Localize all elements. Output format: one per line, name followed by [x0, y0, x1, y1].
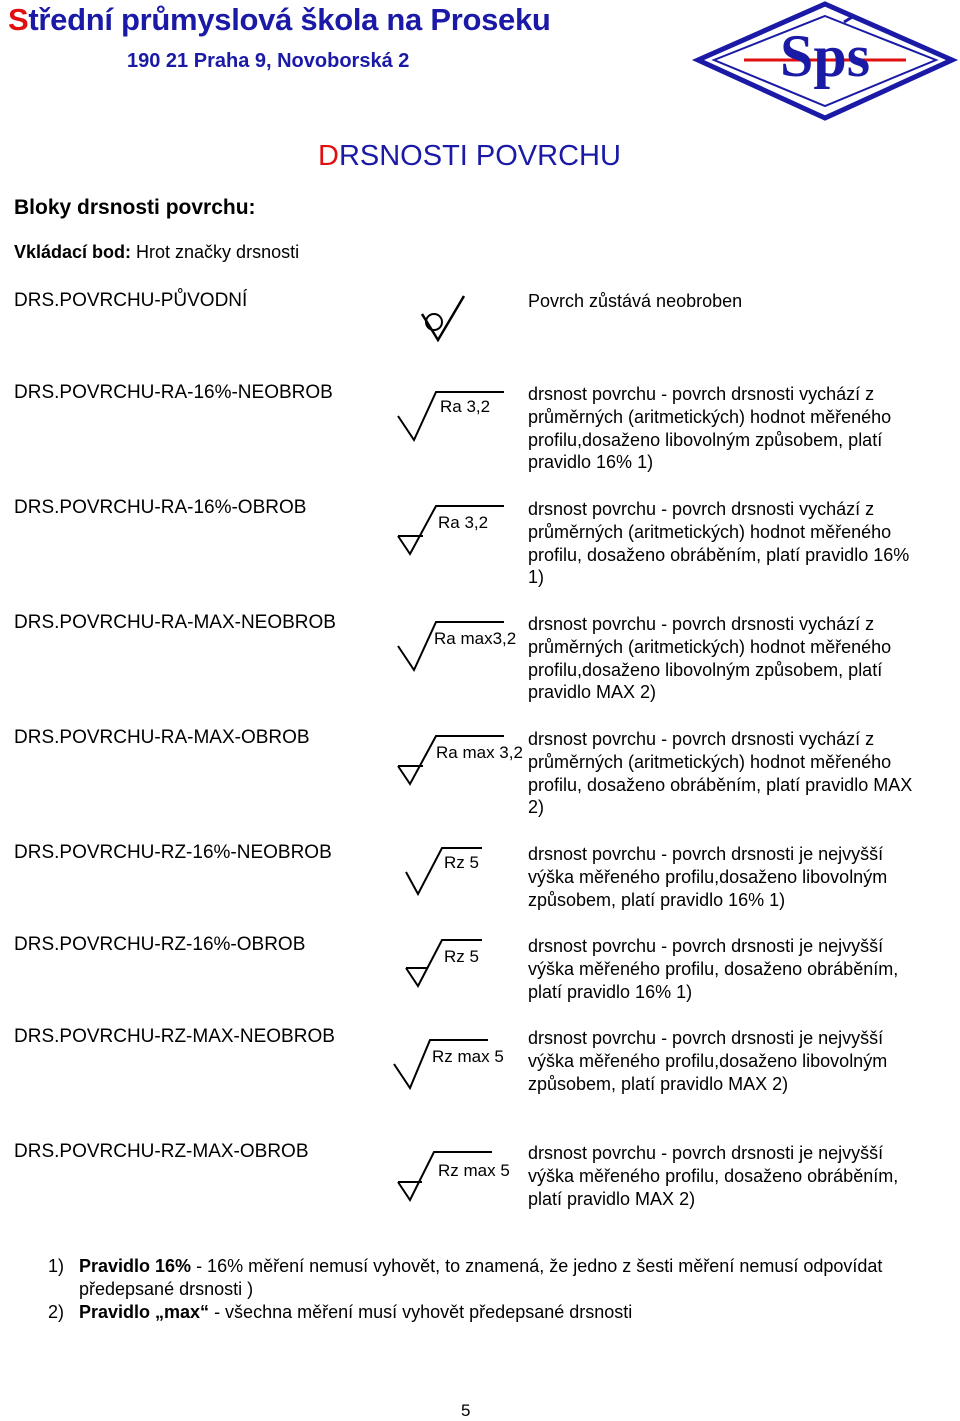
footnote-text: [79, 1301, 632, 1324]
roughness-value: Rz 5: [444, 853, 479, 872]
block-name: DRS.POVRCHU-RA-16%-OBROB: [14, 497, 307, 518]
document-title-initial: D: [318, 140, 339, 172]
roughness-symbol-open: [392, 1036, 504, 1092]
document-title-rest: RSNOSTI POVRCHU: [338, 140, 621, 172]
school-name-initial: S: [8, 2, 29, 37]
block-description: drsnost povrchu - povrch drsnosti vychází z průměrných (aritmetických) hodnot měřeného profilu, dosaženo obráběním, platí pravidlo 16% 1): [528, 499, 910, 588]
block-description: drsnost povrchu - povrch drsnosti je nejvyšší výška měřeného profilu, dosaženo obráběním, platí pravidlo MAX 2): [528, 1143, 899, 1209]
roughness-value: Ra max3,2: [434, 629, 517, 648]
roughness-value: Ra 3,2: [438, 513, 489, 532]
footnote-rule-name: Pravidlo 16%: [79, 1256, 192, 1276]
block-description: drsnost povrchu - povrch drsnosti vychází z průměrných (aritmetických) hodnot měřeného profilu,dosaženo libovolným způsobem, platí pravidlo 16% 1): [528, 384, 892, 473]
school-name-rest: třední průmyslová škola na Proseku: [28, 2, 551, 37]
block-name: DRS.POVRCHU-PŮVODNÍ: [14, 290, 248, 311]
roughness-symbol-machined: [396, 502, 506, 558]
roughness-value: Ra 3,2: [440, 397, 491, 416]
footnote-rule-text: - všechna měření musí vyhovět předepsané drsnosti: [209, 1302, 633, 1322]
sps-logo: [694, 2, 956, 120]
footnote-rule-name: Pravidlo „max“: [79, 1302, 210, 1322]
roughness-symbol-open: [396, 618, 517, 674]
footnote-number: 2): [48, 1302, 65, 1322]
block-description: drsnost povrchu - povrch drsnosti je nejvyšší výška měřeného profilu,dosaženo libovolným způsobem, platí pravidlo 16% 1): [528, 844, 888, 910]
footnote-item: [48, 1301, 928, 1324]
roughness-symbol-machined: [396, 1148, 510, 1204]
roughness-value: Ra max 3,2: [436, 743, 523, 762]
block-description: drsnost povrchu - povrch drsnosti vychází z průměrných (aritmetických) hodnot měřeného profilu,dosaženo libovolným způsobem, platí pravidlo MAX 2): [528, 614, 892, 703]
block-name: DRS.POVRCHU-RA-16%-NEOBROB: [14, 382, 333, 403]
footnote-item: [48, 1255, 928, 1301]
surface-unmachined-symbol: [420, 294, 470, 346]
block-name: DRS.POVRCHU-RZ-MAX-OBROB: [14, 1141, 309, 1162]
block-description: drsnost povrchu - povrch drsnosti vychází z průměrných (aritmetických) hodnot měřeného profilu, dosaženo obráběním, platí pravidlo MAX 2): [528, 729, 913, 818]
block-description: Povrch zůstává neobroben: [528, 291, 743, 311]
roughness-symbol-machined: [404, 936, 484, 990]
block-name: DRS.POVRCHU-RA-MAX-OBROB: [14, 727, 310, 748]
roughness-value: Rz max 5: [438, 1161, 510, 1180]
roughness-value: Rz 5: [444, 947, 479, 966]
block-name: DRS.POVRCHU-RZ-MAX-NEOBROB: [14, 1026, 335, 1047]
document-title: [318, 140, 621, 173]
logo-text: Sps: [779, 23, 871, 89]
block-name: DRS.POVRCHU-RZ-16%-NEOBROB: [14, 842, 332, 863]
roughness-symbol-open: [404, 844, 484, 898]
footnotes: [48, 1255, 928, 1324]
insert-point-label: Vkládací bod:: [14, 242, 132, 262]
page-number: 5: [461, 1401, 471, 1420]
insert-point-value: Hrot značky drsnosti: [131, 242, 300, 262]
section-heading: Bloky drsnosti povrchu:: [14, 196, 256, 219]
school-name: [8, 2, 551, 38]
footnote-text: [79, 1255, 928, 1301]
school-address: 190 21 Praha 9, Novoborská 2: [127, 50, 410, 72]
block-name: DRS.POVRCHU-RZ-16%-OBROB: [14, 934, 306, 955]
insert-point: [14, 242, 299, 263]
footnote-rule-text: - 16% měření nemusí vyhovět, to znamená, že jedno z šesti měření nemusí odpovídat předepsané drsnosti ): [79, 1256, 883, 1299]
roughness-symbol-machined: [396, 732, 523, 788]
roughness-symbol-open: [396, 388, 506, 444]
roughness-value: Rz max 5: [432, 1047, 504, 1066]
block-description: drsnost povrchu - povrch drsnosti je nejvyšší výška měřeného profilu,dosaženo libovolným způsobem, platí pravidlo MAX 2): [528, 1028, 888, 1094]
block-name: DRS.POVRCHU-RA-MAX-NEOBROB: [14, 612, 336, 633]
block-description: drsnost povrchu - povrch drsnosti je nejvyšší výška měřeného profilu, dosaženo obráběním, platí pravidlo 16% 1): [528, 936, 899, 1002]
footnote-number: 1): [48, 1256, 65, 1276]
